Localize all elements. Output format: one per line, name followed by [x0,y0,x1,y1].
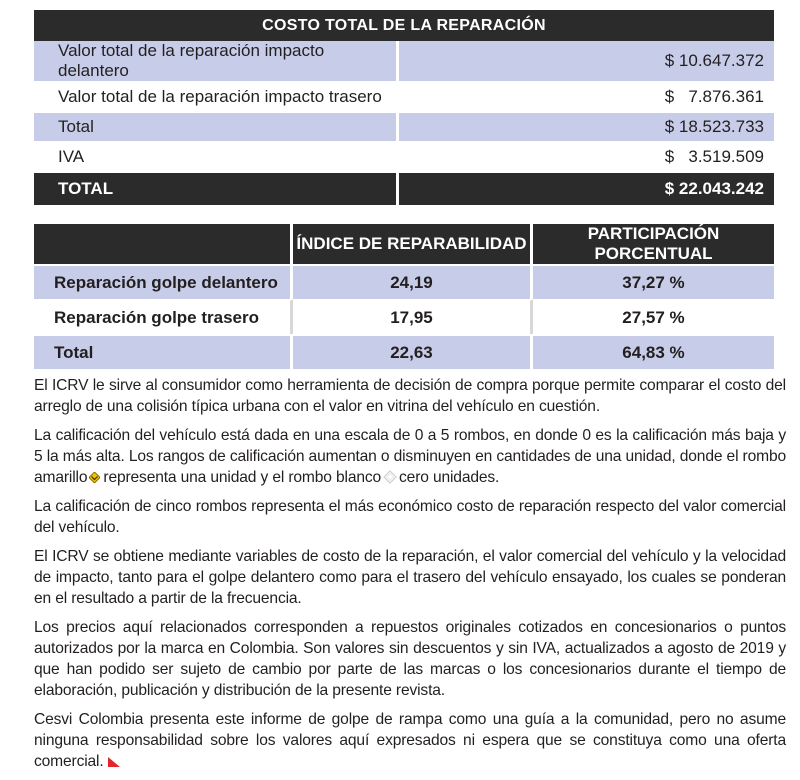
empty-header-cell [34,224,293,264]
table-row [34,41,774,83]
paragraph-text: Cesvi Colombia presenta este informe de golpe de rampa como una guía a la comunidad, pero no asume ninguna responsabilidad sobre los valores aquí expresados ni espera que se constituya como una oferta comercial. [34,711,786,770]
index-value: 22,63 [293,334,533,369]
total-row [34,173,774,207]
table-row [34,334,774,369]
table-row [34,113,774,143]
white-diamond-icon [383,470,397,484]
share-header: PARTICIPACIÓN PORCENTUAL [533,224,774,264]
row-value: $ 10.647.372 [399,41,774,83]
row-label: Total [34,113,399,143]
index-value: 24,19 [293,264,533,299]
share-value: 27,57 % [533,299,774,334]
red-triangle-icon [108,757,120,767]
share-value: 64,83 % [533,334,774,369]
table-row [34,83,774,113]
table-row [34,264,774,299]
row-label: Reparación golpe trasero [34,299,293,334]
paragraph-text: representa una unidad y el rombo blanco [103,469,382,486]
row-label: IVA [34,143,399,173]
row-label: Valor total de la reparación impacto trasero [34,83,399,113]
repairability-table [34,224,774,369]
paragraph: La calificación de cinco rombos representa el más económico costo de reparación respecto del valor comercial del vehículo. [34,498,786,536]
index-value: 17,95 [293,299,533,334]
repair-cost-table [34,10,774,207]
paragraph-text: La calificación del vehículo está dada en una escala de 0 a 5 rombos, en donde 0 es la calificación más baja y 5 la más alta. Los rangos de calificación aumentan o disminuyen en cantidades de una unidad, donde el rombo amarillo [34,427,787,486]
row-value: $ 3.519.509 [399,143,774,173]
total-label: TOTAL [34,173,399,207]
tables-section [34,10,774,369]
paragraph: El ICRV se obtiene mediante variables de costo de la reparación, el valor comercial del vehículo y la velocidad de impacto, tanto para el golpe delantero como para el trasero del vehículo ensayado, los cuales se ponderan en el resultado a partir de la frecuencia. [34,548,786,607]
share-value: 37,27 % [533,264,774,299]
table-row [34,143,774,173]
repair-cost-title: COSTO TOTAL DE LA REPARACIÓN [34,10,774,41]
paragraph [34,709,786,772]
index-header: ÍNDICE DE REPARABILIDAD [293,224,533,264]
row-value: $ 18.523.733 [399,113,774,143]
table-row [34,299,774,334]
paragraph: Los precios aquí relacionados corresponden a repuestos originales cotizados en concesionarios o puntos autorizados por la marca en Colombia. Son valores sin descuentos y sin IVA, actualizados a agosto de 2019 y que han podido ser sujeto de cambio por parte de las marcas o los concesionarios durante el tiempo de elaboración, publicación y distribución de la presente revista. [34,619,786,699]
yellow-diamond-icon [89,472,100,483]
row-label: Reparación golpe delantero [34,264,293,299]
total-value: $ 22.043.242 [399,173,774,207]
row-value: $ 7.876.361 [399,83,774,113]
paragraph: El ICRV le sirve al consumidor como herramienta de decisión de compra porque permite comparar el costo del arreglo de una colisión típica urbana con el valor en vitrina del vehículo en cuestión. [34,377,786,415]
row-label: Total [34,334,293,369]
row-label: Valor total de la reparación impacto delantero [34,41,399,83]
body-text [34,375,786,780]
paragraph [34,425,786,488]
paragraph-text: cero unidades. [399,469,500,486]
